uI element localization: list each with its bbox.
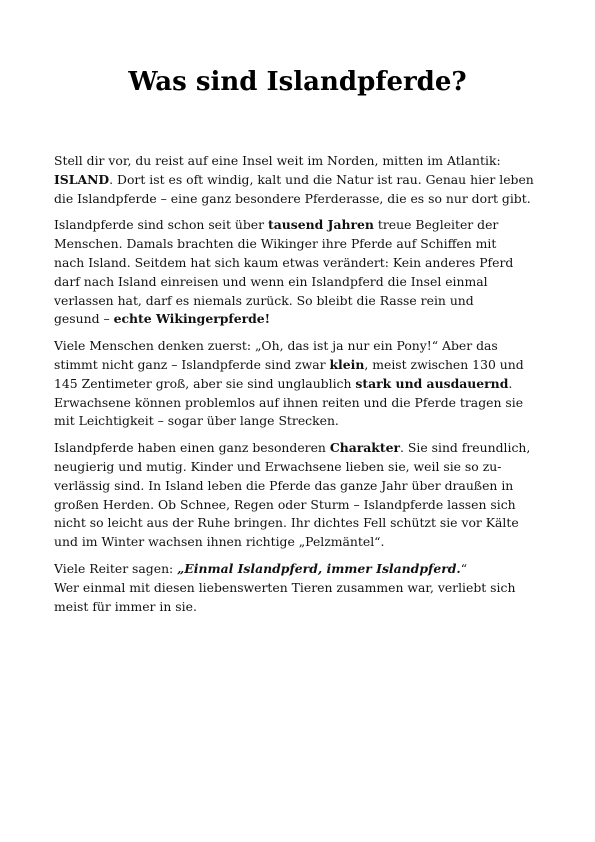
- text-line: verlässig sind. In Island leben die Pferde das ganze Jahr über draußen in: [54, 477, 514, 493]
- text-segment: Viele Reiter sagen:: [54, 560, 178, 576]
- text-line: [54, 310, 548, 329]
- text-segment: stimmt nicht ganz – Islandpferde sind zwar: [54, 356, 330, 372]
- text-line: [54, 560, 548, 579]
- text-segment: treue Begleiter der: [373, 217, 499, 233]
- text-line: [54, 216, 548, 235]
- text-line: und im Winter wachsen ihnen richtige „Pelzmäntel“.: [54, 534, 385, 550]
- text-line: Stell dir vor, du reist auf eine Insel weit im Norden, mitten im Atlantik:: [54, 153, 501, 168]
- text-line: großen Herden. Ob Schnee, Regen oder Sturm – Islandpferde lassen sich: [54, 496, 516, 512]
- page-title: Was sind Islandpferde?: [128, 67, 467, 97]
- text-line: meist für immer in sie.: [54, 598, 197, 614]
- paragraph-size: [54, 337, 548, 431]
- text-line: [54, 356, 548, 375]
- emphasis-bold: Charakter: [329, 440, 401, 456]
- paragraph-intro: [54, 152, 548, 208]
- paragraph-character: [54, 439, 548, 552]
- text-segment: Islandpferde haben einen ganz besonderen: [54, 440, 330, 456]
- emphasis-bold-italic: [177, 561, 461, 576]
- text-line: darf nach Island einreisen und wenn ein Islandpferd die Insel einmal: [54, 273, 488, 289]
- emphasis-bold: ISLAND: [54, 171, 110, 187]
- emphasis-bold: stark und ausdauernd: [355, 375, 509, 391]
- text-line: [54, 439, 548, 458]
- text-line: Erwachsene können problemlos auf ihnen reiten und die Pferde tragen sie: [54, 394, 524, 410]
- emphasis-bold: klein: [329, 356, 365, 372]
- text-line: neugierig und mutig. Kinder und Erwachsene lieben sie, weil sie so zu-: [54, 458, 502, 474]
- text-line: verlassen hat, darf es niemals zurück. So bleibt die Rasse rein und: [54, 292, 474, 308]
- text-line: nicht so leicht aus der Ruhe bringen. Ihr dichtes Fell schützt sie vor Kälte: [54, 515, 519, 531]
- text-segment: “: [460, 560, 468, 576]
- article-body: [54, 152, 548, 624]
- text-segment: , meist zwischen 130 und: [364, 356, 524, 372]
- emphasis-bold: tausend Jahren: [268, 217, 374, 233]
- text-line: mit Leichtigkeit – sogar über lange Strecken.: [54, 413, 339, 429]
- text-line: die Islandpferde – eine ganz besondere Pferderasse, die es so nur dort gibt.: [54, 190, 531, 206]
- text-segment: . Dort ist es oft windig, kalt und die Natur ist rau. Genau hier leben: [109, 171, 534, 187]
- paragraph-saying: [54, 560, 548, 616]
- text-line: Viele Menschen denken zuerst: „Oh, das ist ja nur ein Pony!“ Aber das: [54, 338, 498, 354]
- text-segment: gesund –: [54, 311, 114, 327]
- text-line: [54, 171, 548, 190]
- text-segment: 145 Zentimeter groß, aber sie sind unglaublich: [54, 375, 356, 391]
- paragraph-history: [54, 216, 548, 329]
- quote-text: „Einmal Islandpferd, immer Islandpferd.: [177, 560, 461, 576]
- text-segment: Islandpferde sind schon seit über: [54, 217, 268, 233]
- text-segment: .: [508, 375, 513, 391]
- text-line: [54, 375, 548, 394]
- text-line: Menschen. Damals brachten die Wikinger ihre Pferde auf Schiffen mit: [54, 236, 497, 252]
- emphasis-bold: echte Wikingerpferde!: [113, 311, 271, 327]
- text-line: Wer einmal mit diesen liebenswerten Tieren zusammen war, verliebt sich: [54, 579, 516, 595]
- text-line: nach Island. Seitdem hat sich kaum etwas verändert: Kein anderes Pferd: [54, 254, 514, 270]
- text-segment: . Sie sind freundlich,: [400, 440, 531, 456]
